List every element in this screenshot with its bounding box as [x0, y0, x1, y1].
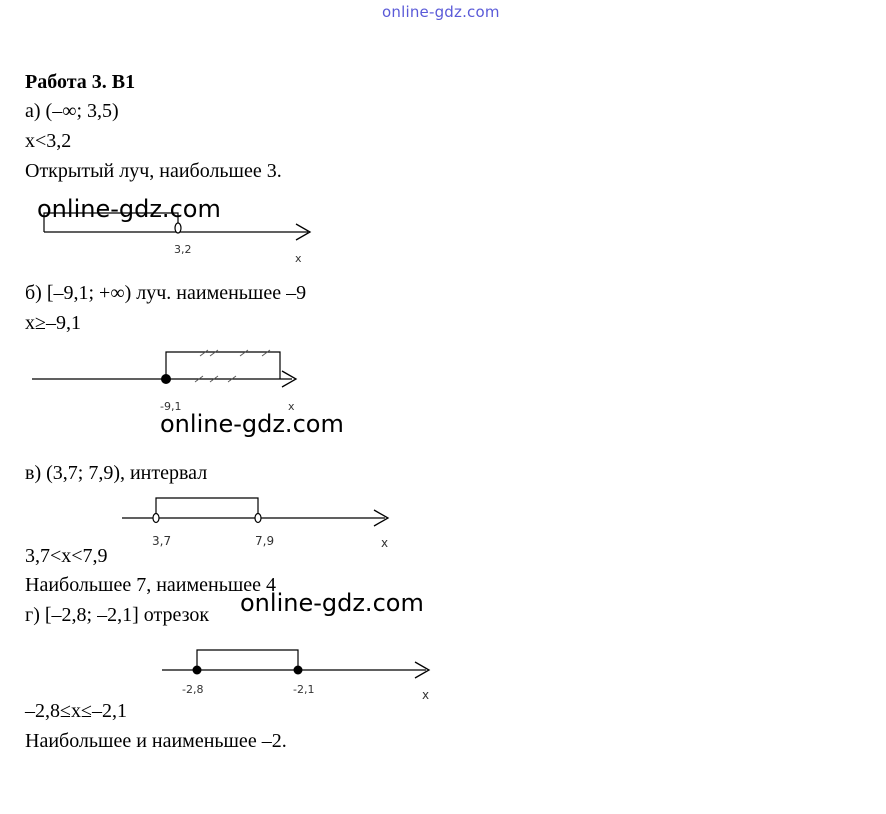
- shading-bracket: [197, 650, 298, 670]
- closed-point-minus-9-1: [161, 374, 171, 384]
- tick-label-7-9: 7,9: [255, 534, 275, 548]
- part-g-inequality: –2,8≤x≤–2,1: [25, 700, 127, 722]
- shading-bracket: [166, 352, 280, 379]
- part-v-inequality: 3,7<x<7,9: [25, 545, 108, 567]
- tick-label-3-7: 3,7: [152, 534, 172, 548]
- shading-bracket: [156, 498, 258, 514]
- closed-point-minus-2-1: [294, 666, 303, 675]
- number-line-g: [0, 640, 886, 710]
- watermark: online-gdz.com: [240, 589, 424, 617]
- tick-label-3-2: 3,2: [174, 243, 192, 256]
- tick-label-minus-2-8: -2,8: [182, 683, 204, 696]
- watermark: online-gdz.com: [37, 195, 221, 223]
- page-title: Работа 3. В1: [25, 71, 136, 93]
- open-point-3-2: [175, 223, 181, 233]
- axis-label-x: x: [422, 688, 430, 702]
- watermark-top: online-gdz.com: [382, 3, 500, 21]
- part-b-interval: б) [–9,1; +∞) луч. наименьшее –9: [25, 282, 307, 304]
- axis-label-x: x: [295, 252, 302, 265]
- axis-label-x: x: [288, 400, 295, 413]
- part-g-interval: г) [–2,8; –2,1] отрезок: [25, 604, 210, 626]
- closed-point-minus-2-8: [193, 666, 202, 675]
- part-b-inequality: x≥–9,1: [25, 312, 81, 334]
- part-g-description: Наибольшее и наименьшее –2.: [25, 730, 287, 752]
- open-point-7-9: [255, 514, 261, 523]
- open-point-3-7: [153, 514, 159, 523]
- axis-label-x: x: [381, 536, 389, 550]
- part-v-interval: в) (3,7; 7,9), интервал: [25, 462, 208, 484]
- part-v-description: Наибольшее 7, наименьшее 4: [25, 574, 276, 596]
- tick-label-minus-9-1: -9,1: [160, 400, 182, 413]
- tick-label-minus-2-1: -2,1: [293, 683, 315, 696]
- number-line-v: [0, 490, 886, 560]
- part-a-description: Открытый луч, наибольшее 3.: [25, 160, 282, 182]
- number-line-b: [0, 340, 886, 420]
- hatching: [195, 350, 270, 382]
- part-a-interval: а) (–∞; 3,5): [25, 100, 119, 122]
- part-a-inequality: x<3,2: [25, 130, 72, 152]
- watermark: online-gdz.com: [160, 410, 344, 438]
